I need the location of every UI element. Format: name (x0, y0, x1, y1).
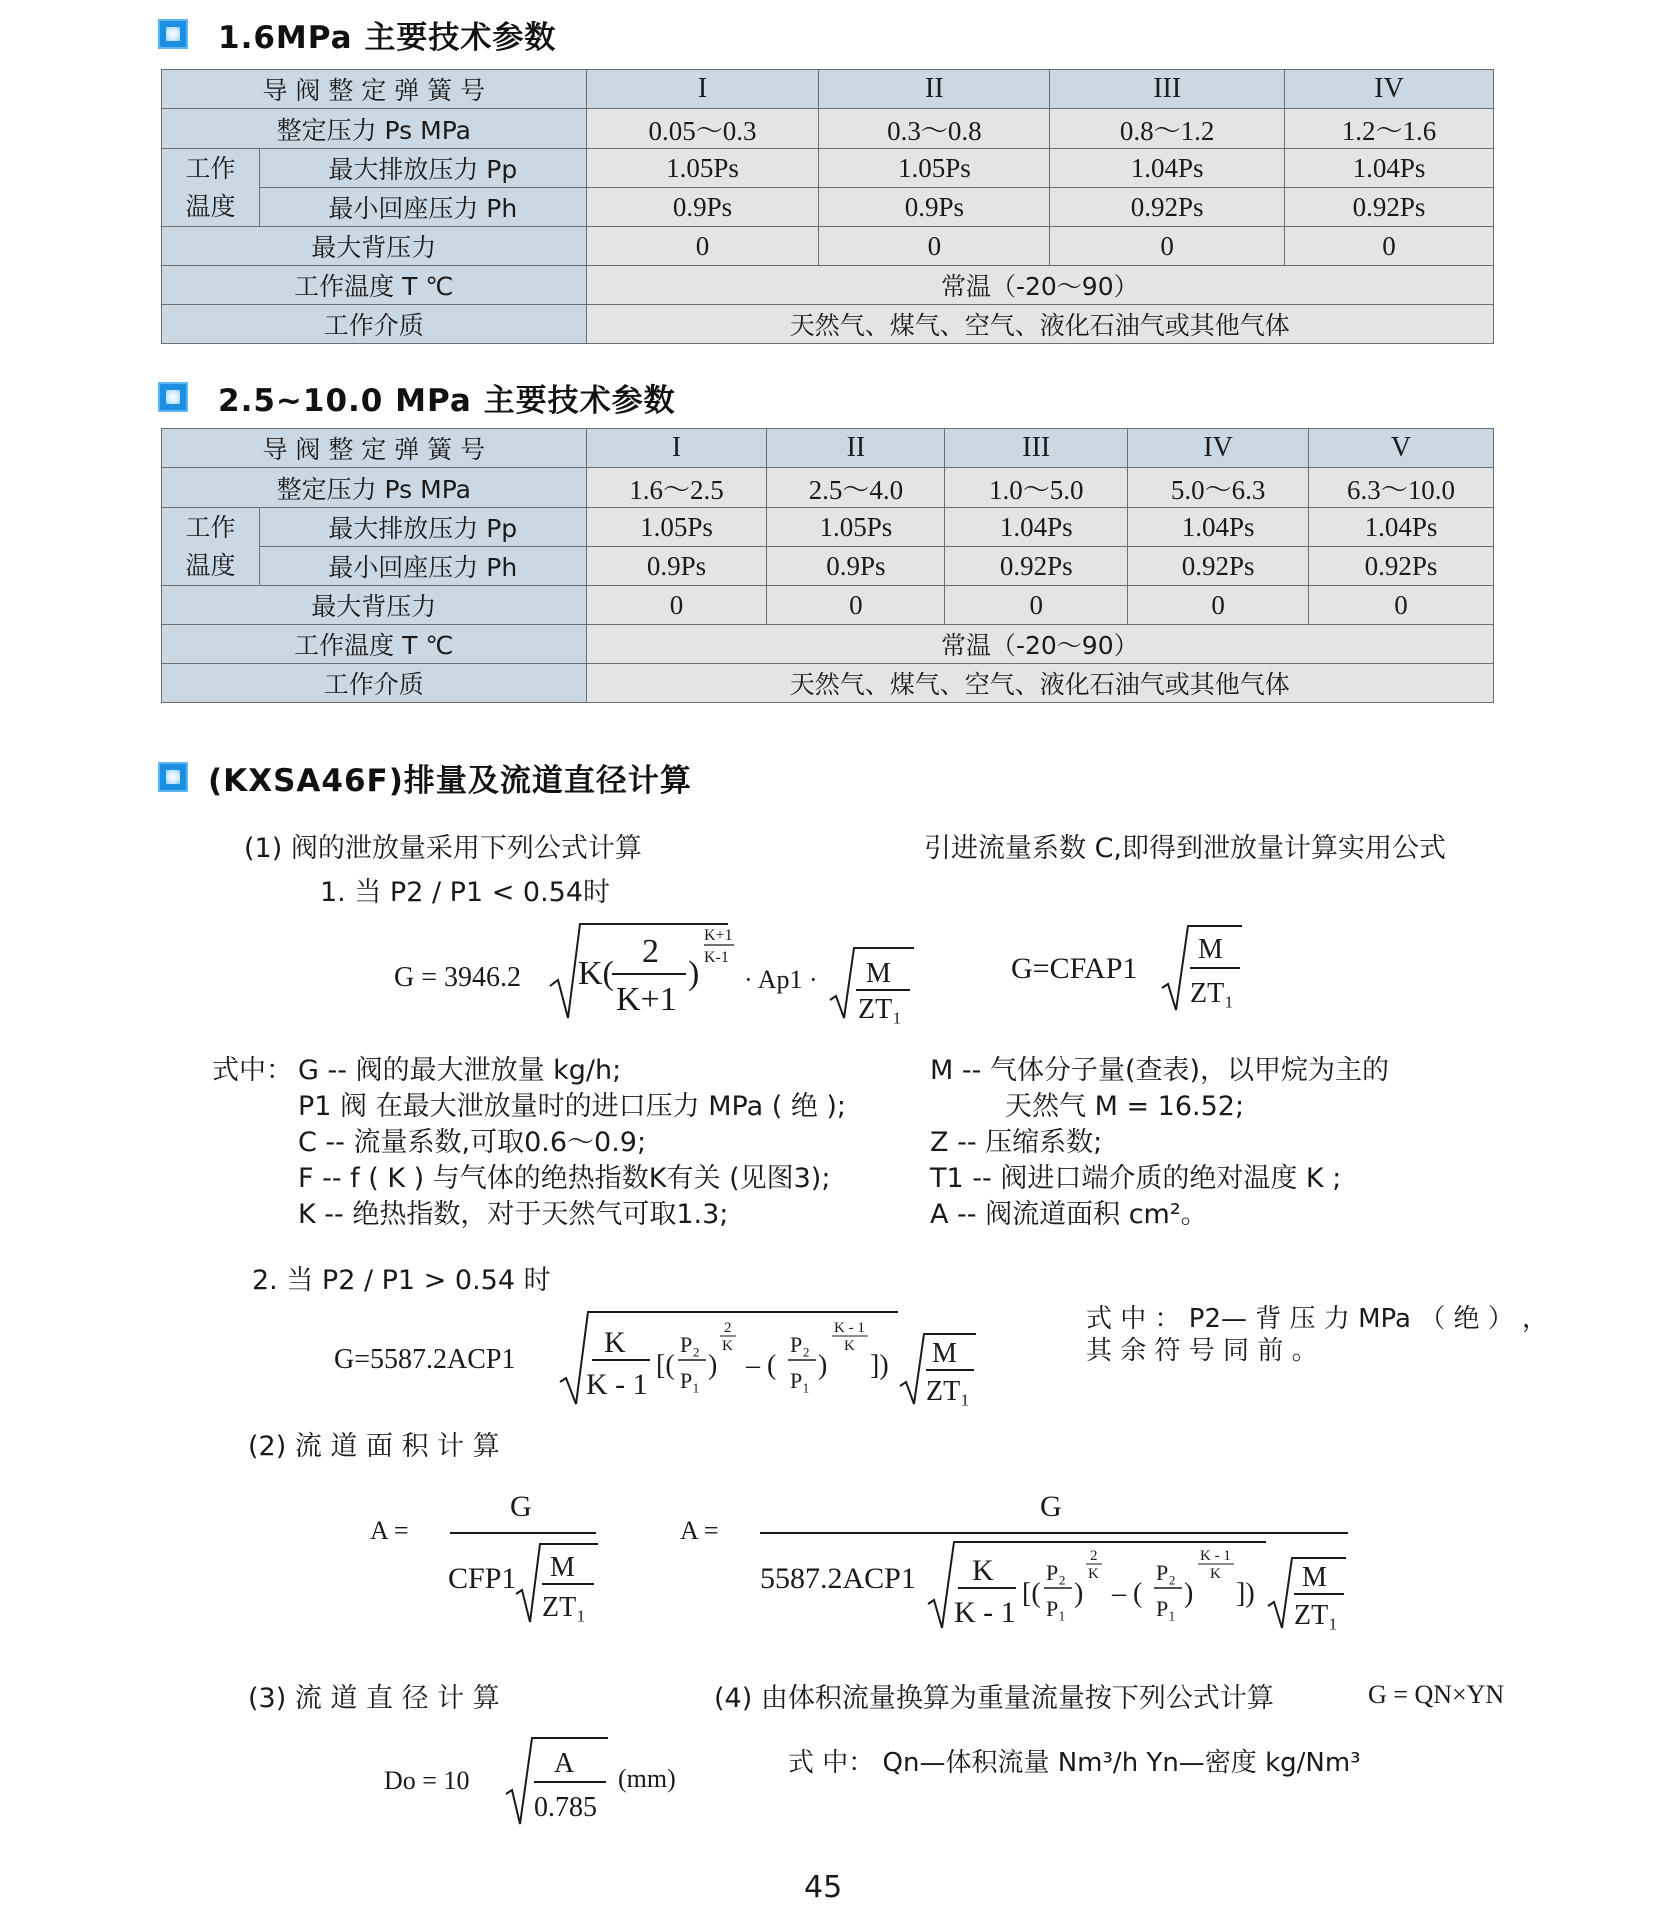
header-medium: 工作介质 (162, 664, 587, 703)
cell: 0.9Ps (767, 547, 945, 586)
formula-a2-den: 5587.2ACP1 (760, 1562, 916, 1595)
cell-temp: 常温（-20～90） (586, 625, 1493, 664)
formula-text: K (972, 1554, 994, 1587)
cell: 0.9Ps (586, 547, 767, 586)
formula-text: ZT₁ (1294, 1600, 1338, 1631)
header-pp: 最大排放压力 Pp (259, 149, 586, 188)
cell: 0.92Ps (1128, 547, 1309, 586)
case-1-text: 1. 当 P2 / P1 < 0.54时 (320, 877, 611, 908)
cell: 1.2～1.6 (1285, 109, 1494, 149)
cell: 0 (1128, 586, 1309, 625)
fraction-bar (760, 1532, 1348, 1534)
formula-text: P₁ (790, 1368, 810, 1393)
formula-a1-den: CFP1 (448, 1562, 517, 1595)
section-bullet-icon (158, 382, 188, 412)
formula-text: K - 1 (1200, 1548, 1231, 1564)
formula-text: M (1302, 1562, 1327, 1593)
formula-text: K+1 (616, 981, 677, 1018)
cell: 2.5～4.0 (767, 468, 945, 508)
formula-text: [( (1022, 1578, 1041, 1609)
col-1: I (586, 70, 819, 109)
cell-medium: 天然气、煤气、空气、液化石油气或其他气体 (586, 664, 1493, 703)
formula-text: P₂ (790, 1332, 810, 1357)
cell: 1.04Ps (1285, 149, 1494, 188)
step-4-formula: G = QN×YN (1368, 1680, 1505, 1709)
spec-table-2 (161, 428, 1494, 703)
step-3-text: (3) 流 道 直 径 计 算 (248, 1683, 500, 1714)
formula-text: ) (818, 1350, 828, 1381)
formula-a1-num: G (510, 1490, 532, 1523)
cell: 1.0～5.0 (945, 468, 1128, 508)
section-heading-3 (158, 757, 692, 797)
formula-text: K (1088, 1566, 1099, 1582)
legend-left-1: G -- 阀的最大泄放量 kg/h; (298, 1055, 622, 1086)
formula-text: K (1210, 1566, 1221, 1582)
note-2-line2: 其 余 符 号 同 前 。 (1086, 1336, 1318, 1366)
section-title: 2.5~10.0 MPa 主要技术参数 (218, 382, 676, 419)
header-back: 最大背压力 (162, 227, 587, 266)
formula-text: K (604, 1326, 626, 1359)
formula-text: M (932, 1338, 957, 1369)
header-group (162, 508, 260, 586)
formula-text: ) (708, 1350, 718, 1381)
header-ps: 整定压力 Ps MPa (162, 468, 587, 508)
header-pp: 最大排放压力 Pp (259, 508, 586, 547)
cell: 0 (819, 227, 1050, 266)
section-title: (KXSA46F)排量及流道直径计算 (208, 762, 692, 799)
cell: 1.05Ps (819, 149, 1050, 188)
section-bullet-icon (158, 19, 188, 49)
cell: 0 (586, 586, 767, 625)
cell: 0.9Ps (586, 188, 819, 227)
header-temp: 工作温度 T ℃ (162, 625, 587, 664)
formula-text: ZT₁ (542, 1592, 586, 1623)
header-group-line1: 工作 (185, 153, 236, 183)
cell: 0 (1050, 227, 1285, 266)
cell: 0 (945, 586, 1128, 625)
formula-text: P₁ (680, 1368, 700, 1393)
col-3: III (1050, 70, 1285, 109)
formula-d-unit: (mm) (618, 1764, 676, 1793)
section-heading-2 (158, 377, 676, 417)
cell: 1.04Ps (1128, 508, 1309, 547)
step-4-text: (4) 由体积流量换算为重量流量按下列公式计算 (714, 1683, 1274, 1714)
cell: 0 (1285, 227, 1494, 266)
formula-text: ) (688, 955, 700, 992)
cell: 0.92Ps (945, 547, 1128, 586)
legend-right-2: 天然气 M = 16.52; (1005, 1091, 1245, 1122)
formula-text: – ( (1112, 1578, 1143, 1609)
formula-text: P₁ (1046, 1596, 1066, 1621)
col-3: III (945, 429, 1128, 468)
cell: 0.92Ps (1309, 547, 1494, 586)
note-2-line1: 式 中 ： P2— 背 压 力 MPa （ 绝 ） ， (1086, 1304, 1549, 1334)
col-4: IV (1285, 70, 1494, 109)
formula-text: K - 1 (954, 1596, 1016, 1629)
header-spring: 导 阀 整 定 弹 簧 号 (162, 429, 587, 468)
header-group-line2: 温度 (185, 550, 236, 580)
formula-1-right-lhs: G=CFAP1 (1011, 952, 1138, 985)
formula-text: P₂ (1046, 1560, 1066, 1585)
formula-1-lhs: G = 3946.2 (394, 962, 522, 993)
header-medium: 工作介质 (162, 305, 587, 344)
col-2: II (819, 70, 1050, 109)
formula-text: ]) (870, 1350, 889, 1381)
formula-text: M (550, 1552, 575, 1583)
cell: 1.04Ps (945, 508, 1128, 547)
formula-text: 0.785 (534, 1792, 597, 1823)
formula-text: K - 1 (586, 1368, 648, 1401)
cell: 1.05Ps (586, 508, 767, 547)
formula-text: K( (578, 955, 614, 992)
legend-right-3: Z -- 压缩系数; (930, 1127, 1103, 1158)
legend-left-3: C -- 流量系数,可取0.6～0.9; (298, 1127, 647, 1158)
step-4-legend: 式 中： Qn—体积流量 Nm³/h Yn—密度 kg/Nm³ (788, 1748, 1361, 1778)
cell: 0.05～0.3 (586, 109, 819, 149)
legend-right-4: T1 -- 阀进口端介质的绝对温度 K ; (930, 1163, 1342, 1194)
legend-left-5: K -- 绝热指数，对于天然气可取1.3; (298, 1199, 729, 1230)
header-ph: 最小回座压力 Ph (259, 547, 586, 586)
cell: 0 (767, 586, 945, 625)
cell: 0.92Ps (1285, 188, 1494, 227)
formula-a2-svg (926, 1536, 1352, 1632)
formula-text: A (554, 1748, 575, 1779)
formula-text: ) (1074, 1578, 1084, 1609)
cell: 0 (586, 227, 819, 266)
legend-left-2: P1 阀 在最大泄放量时的进口压力 MPa ( 绝 ); (298, 1091, 847, 1122)
cell: 5.0～6.3 (1128, 468, 1309, 508)
cell: 0 (1309, 586, 1494, 625)
formula-text: K - 1 (834, 1320, 865, 1336)
col-5: V (1309, 429, 1494, 468)
formula-text: 2 (642, 933, 659, 970)
col-2: II (767, 429, 945, 468)
formula-2-svg (558, 1308, 978, 1408)
header-temp: 工作温度 T ℃ (162, 266, 587, 305)
case-2-text: 2. 当 P2 / P1 > 0.54 时 (252, 1265, 551, 1296)
formula-text: K-1 (704, 949, 729, 966)
legend-right-1: M -- 气体分子量(查表)，以甲烷为主的 (930, 1055, 1390, 1086)
formula-text: – ( (746, 1350, 777, 1381)
formula-a2-num: G (1040, 1490, 1062, 1523)
page-number: 45 (804, 1870, 843, 1905)
formula-2-lhs: G=5587.2ACP1 (334, 1344, 516, 1375)
legend-left-4: F -- f ( K ) 与气体的绝热指数K有关 (见图3); (298, 1163, 831, 1194)
formula-text: M (866, 958, 891, 989)
step-2-text: (2) 流 道 面 积 计 算 (248, 1431, 500, 1462)
cell-medium: 天然气、煤气、空气、液化石油气或其他气体 (586, 305, 1493, 344)
cell: 0.92Ps (1050, 188, 1285, 227)
formula-text: ) (1184, 1578, 1194, 1609)
header-group (162, 149, 260, 227)
formula-text: K+1 (704, 927, 733, 944)
col-1: I (586, 429, 767, 468)
cell: 1.05Ps (586, 149, 819, 188)
formula-a1-lhs: A = (370, 1516, 409, 1545)
fraction-bar (450, 1532, 596, 1534)
col-4: IV (1128, 429, 1309, 468)
section-bullet-icon (158, 762, 188, 792)
step-1-text: (1) 阀的泄放量采用下列公式计算 (244, 833, 642, 864)
formula-1-right-svg (1160, 918, 1260, 1018)
spec-table-1 (161, 69, 1494, 344)
formula-text: [( (656, 1350, 675, 1381)
cell: 1.05Ps (767, 508, 945, 547)
cell-temp: 常温（-20～90） (586, 266, 1493, 305)
formula-d-lhs: Do = 10 (384, 1766, 470, 1795)
header-group-line1: 工作 (185, 512, 236, 542)
formula-text: M (1198, 934, 1223, 965)
cell: 1.04Ps (1309, 508, 1494, 547)
cell: 6.3～10.0 (1309, 468, 1494, 508)
formula-1-svg (548, 918, 918, 1028)
header-ph: 最小回座压力 Ph (259, 188, 586, 227)
formula-text: ZT₁ (926, 1376, 970, 1407)
cell: 1.04Ps (1050, 149, 1285, 188)
legend-right-5: A -- 阀流道面积 cm²。 (930, 1199, 1208, 1230)
formula-text: P₂ (1156, 1560, 1176, 1585)
section-title: 1.6MPa 主要技术参数 (218, 19, 557, 56)
cell: 0.9Ps (819, 188, 1050, 227)
formula-text: 2 (724, 1320, 732, 1336)
header-back: 最大背压力 (162, 586, 587, 625)
formula-text: 2 (1090, 1548, 1098, 1564)
header-group-line2: 温度 (185, 191, 236, 221)
header-spring: 导 阀 整 定 弹 簧 号 (162, 70, 587, 109)
formula-a1-svg (514, 1538, 604, 1626)
formula-text: · Ap1 · (744, 965, 818, 994)
cell: 0.8～1.2 (1050, 109, 1285, 149)
formula-text: P₂ (680, 1332, 700, 1357)
cell: 1.6～2.5 (586, 468, 767, 508)
header-ps: 整定压力 Ps MPa (162, 109, 587, 149)
cell: 0.3～0.8 (819, 109, 1050, 149)
legend-label: 式中： (212, 1055, 293, 1086)
formula-d-svg (504, 1734, 614, 1830)
formula-text: P₁ (1156, 1596, 1176, 1621)
section-heading-1 (158, 14, 556, 54)
formula-a2-lhs: A = (680, 1516, 719, 1545)
formula-text: ZT₁ (1190, 978, 1234, 1009)
formula-text: ZT₁ (858, 994, 902, 1025)
formula-text: ]) (1236, 1578, 1255, 1609)
formula-text: K (722, 1338, 733, 1354)
step-1-right-text: 引进流量系数 C,即得到泄放量计算实用公式 (924, 833, 1447, 864)
formula-text: K (844, 1338, 855, 1354)
